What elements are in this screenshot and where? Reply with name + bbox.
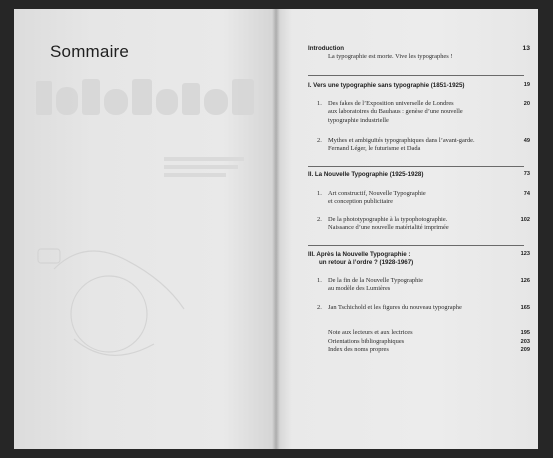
open-book	[14, 9, 538, 449]
item-line: Des fakes de l’Exposition universelle de Londres	[328, 100, 454, 107]
item-line: De la fin de la Nouvelle Typographie	[328, 277, 423, 284]
divider-rule	[308, 166, 524, 167]
book-gutter	[272, 9, 280, 449]
section-page-number: 19	[523, 82, 530, 88]
item-line: De la phototypographie à la typophotographie.	[328, 216, 448, 223]
item-line: Mythes et ambiguïtés typographiques dans l’avant-garde.	[328, 137, 475, 144]
intro-subtitle: La typographie est morte. Vive les typographes !	[328, 53, 453, 60]
item-line: au modèle des Lumières	[328, 285, 391, 293]
back-matter-page: 209	[520, 347, 530, 353]
show-through-artwork	[14, 9, 276, 449]
item-number: 2.	[317, 216, 322, 223]
back-matter-entry: Orientations bibliographiques	[328, 337, 405, 345]
item-page-number: 74	[523, 191, 530, 197]
item-page-number: 102	[520, 217, 530, 223]
section-title	[308, 251, 413, 267]
item-line: et conception publicitaire	[328, 198, 393, 206]
item-line: typographie industrielle	[328, 116, 389, 124]
item-line: Fernand Léger, le futurisme et Dada	[328, 145, 421, 153]
back-matter-entry: Index des noms propres	[328, 346, 389, 353]
back-matter-page: 203	[520, 338, 530, 345]
back-matter-entry: Note aux lecteurs et aux lectrices	[328, 329, 413, 336]
toc-item	[328, 190, 518, 207]
item-number: 2.	[317, 304, 322, 311]
intro-page-number: 13	[522, 45, 530, 52]
section-title-line: un retour à l’ordre ? (1928-1967)	[319, 259, 414, 266]
item-line: Jan Tschichold et les figures du nouveau typographe	[328, 304, 462, 311]
toc-item	[328, 137, 518, 154]
section-title: II. La Nouvelle Typographie (1925-1928)	[308, 171, 424, 178]
intro-title: Introduction	[308, 45, 345, 52]
section-page-number: 123	[520, 251, 530, 257]
toc-item	[328, 216, 518, 233]
item-page-number: 49	[523, 138, 530, 144]
toc-item	[328, 100, 518, 125]
left-page	[14, 9, 276, 449]
item-line: Art constructif, Nouvelle Typographie	[328, 190, 426, 197]
divider-rule	[308, 75, 524, 76]
item-line: Naissance d’une nouvelle matérialité imprimée	[328, 224, 449, 232]
item-page-number: 126	[520, 278, 530, 284]
toc-item	[328, 277, 518, 294]
section-title: I. Vers une typographie sans typographie (1851-1925)	[308, 82, 465, 89]
item-number: 1.	[317, 190, 322, 197]
toc-item	[328, 304, 518, 312]
item-number: 1.	[317, 100, 322, 107]
item-line: aux laboratoires du Bauhaus : genèse d’une nouvelle	[328, 108, 463, 116]
page-heading: Sommaire	[50, 42, 130, 61]
item-page-number: 165	[520, 305, 530, 311]
item-number: 2.	[317, 137, 322, 144]
right-page	[276, 9, 538, 449]
back-matter-page: 195	[520, 330, 530, 336]
table-of-contents	[276, 9, 538, 449]
section-title-line: III. Après la Nouvelle Typographie :	[308, 251, 411, 258]
section-page-number: 73	[523, 171, 530, 177]
divider-rule	[308, 245, 524, 246]
item-page-number: 20	[523, 101, 530, 107]
item-number: 1.	[317, 277, 322, 284]
